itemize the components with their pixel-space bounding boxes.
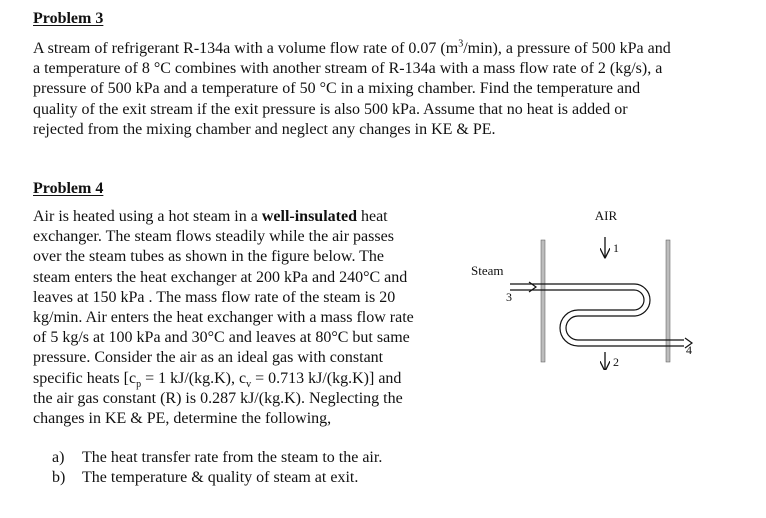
- right-duct-wall: [666, 240, 670, 362]
- problem-4-line: leaves at 150 kPa . The mass flow rate of the steam is 20: [33, 288, 396, 306]
- list-marker: b): [52, 469, 66, 486]
- subscript: p: [136, 378, 142, 390]
- text-segment: = 0.713 kJ/(kg.K)] and: [251, 369, 402, 387]
- problem-4-line: of 5 kg/s at 100 kPa and 30°C and leaves at 80°C but same: [33, 329, 410, 347]
- problem-4-line: over the steam tubes as shown in the figure below. The: [33, 248, 385, 266]
- problem-4-line: steam enters the heat exchanger at 200 kPa and 240°C and: [33, 268, 408, 286]
- state-4-label: 4: [686, 343, 692, 357]
- question-text: The temperature & quality of steam at exit.: [82, 469, 359, 486]
- steam-label: Steam: [471, 263, 504, 278]
- list-marker: a): [52, 449, 65, 466]
- problem-4-line: exchanger. The steam flows steadily while the air passes: [33, 228, 394, 246]
- air-label: AIR: [594, 208, 618, 223]
- question-list: [52, 448, 382, 488]
- text-segment: Air is heated using a hot steam in a: [33, 208, 262, 225]
- problem-3-statement: [33, 39, 671, 140]
- problem-3-line-4: quality of the exit stream if the exit pressure is also 500 kPa. Assume that no heat is added or: [33, 100, 628, 118]
- text-segment: specific heats [c: [33, 369, 137, 387]
- problem-3-line-3: pressure of 500 kPa and a temperature of 50 °C in a mixing chamber. Find the temperature and: [33, 80, 641, 98]
- problem-4-line: changes in KE & PE, determine the following,: [33, 410, 332, 428]
- heat-exchanger-diagram: [466, 200, 716, 370]
- problem-3-title: Problem 3: [33, 10, 104, 27]
- bold-text: well-insulated: [261, 208, 357, 225]
- text-segment: = 1 kJ/(kg.K), c: [141, 369, 247, 387]
- subscript: v: [246, 378, 252, 390]
- question-b: [52, 468, 382, 488]
- text-segment: /min), a pressure of 500 kPa and: [463, 40, 671, 57]
- state-3-label: 3: [506, 290, 512, 304]
- problem-4-statement: [33, 207, 414, 429]
- text-segment: heat: [356, 208, 388, 225]
- problem-3-line-2: a temperature of 8 °C combines with another stream of R-134a with a mass flow rate of 2 (kg/s), a: [33, 60, 663, 78]
- problem-4-line-1: [33, 207, 414, 227]
- problem-4-line: kg/min. Air enters the heat exchanger with a mass flow rate: [33, 309, 414, 327]
- steam-tube-inner: [510, 290, 684, 346]
- problem-4-cp-line: [33, 369, 414, 389]
- question-text: The heat transfer rate from the steam to the air.: [82, 449, 383, 466]
- state-2-label: 2: [613, 355, 619, 369]
- problem-3-line-5: rejected from the mixing chamber and neglect any changes in KE & PE.: [33, 120, 496, 138]
- problem-4-line: the air gas constant (R) is 0.287 kJ/(kg.K). Neglecting the: [33, 389, 403, 407]
- question-a: [52, 448, 382, 468]
- state-1-label: 1: [613, 241, 619, 255]
- problem-3-line-1: [33, 39, 671, 59]
- problem-4-title: Problem 4: [33, 180, 104, 197]
- steam-tube-outer: [510, 284, 684, 340]
- problem-4-line: pressure. Consider the air as an ideal gas with constant: [33, 349, 384, 367]
- left-duct-wall: [541, 240, 545, 362]
- text-segment: A stream of refrigerant R-134a with a volume flow rate of 0.07 (m: [33, 40, 459, 57]
- superscript: 3: [458, 38, 464, 50]
